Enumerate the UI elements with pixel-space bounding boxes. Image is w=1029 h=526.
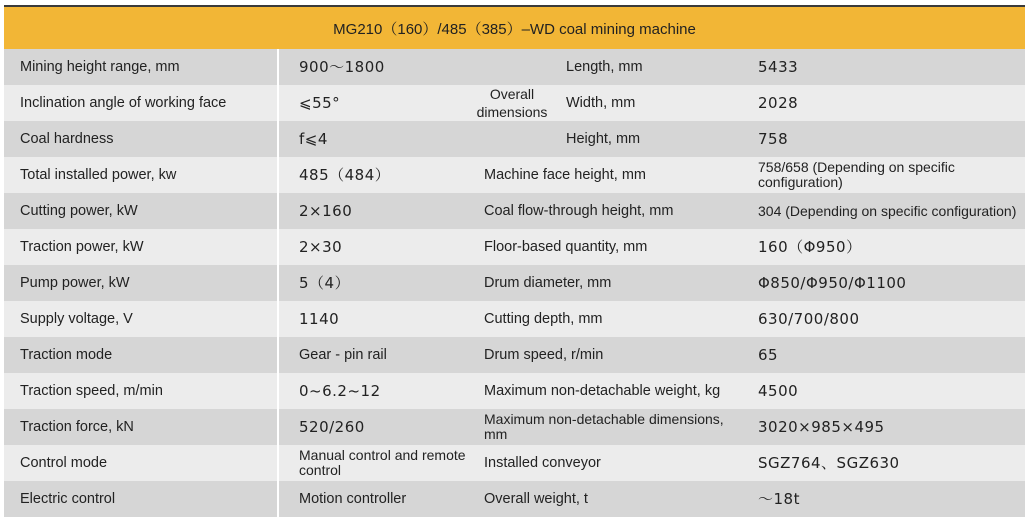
param-value: 5（4） (299, 273, 351, 292)
param-label: Floor-based quantity, mm (484, 238, 648, 255)
table-title: MG210（160）/485（385）–WD coal mining machine (4, 5, 1025, 49)
param-label: Coal flow-through height, mm (484, 202, 674, 219)
param-value: 2028 (758, 93, 799, 112)
table-row (4, 373, 1025, 409)
table-row (4, 301, 1025, 337)
param-label: Cutting power, kW (20, 202, 138, 219)
param-label: Installed conveyor (484, 454, 601, 471)
param-value: 160（Φ950） (758, 237, 862, 256)
param-label: Supply voltage, V (20, 310, 133, 327)
param-label: Control mode (20, 454, 108, 471)
param-label: Mining height range, mm (20, 58, 180, 75)
param-label: Electric control (20, 490, 116, 507)
param-value: 485（484） (299, 165, 391, 184)
param-value: 630/700/800 (758, 309, 860, 328)
param-value: Gear - pin rail (299, 346, 387, 363)
param-label: Cutting depth, mm (484, 310, 603, 327)
param-value: 304 (Depending on specific configuration) (758, 202, 1017, 219)
param-value: 520/260 (299, 417, 365, 436)
table-row (4, 445, 1025, 481)
param-value: ⩽55° (299, 93, 341, 112)
param-label: Overall weight, t (484, 490, 588, 507)
param-value: ～18t (758, 489, 800, 508)
param-label: Drum speed, r/min (484, 346, 604, 363)
param-label: Maximum non-detachable dimensions, mm (484, 411, 724, 442)
param-value: 0~6.2~12 (299, 381, 381, 400)
table-row (4, 265, 1025, 301)
param-label: Traction power, kW (20, 238, 144, 255)
param-value: 758 (758, 129, 789, 148)
param-value: 2×30 (299, 237, 343, 256)
param-label: Height, mm (566, 130, 641, 147)
param-value: SGZ764、SGZ630 (758, 453, 900, 472)
param-value: f⩽4 (299, 129, 328, 148)
param-label: Machine face height, mm (484, 166, 646, 183)
table-row (4, 337, 1025, 373)
param-label: Length, mm (566, 58, 643, 75)
param-label: Pump power, kW (20, 274, 130, 291)
param-label: Inclination angle of working face (20, 94, 227, 111)
table-row (4, 481, 1025, 517)
table-row (4, 409, 1025, 445)
spec-table (4, 5, 1025, 517)
param-value: Φ850/Φ950/Φ1100 (758, 273, 907, 292)
param-label: Traction speed, m/min (20, 382, 163, 399)
param-label: Drum diameter, mm (484, 274, 612, 291)
param-label: Traction force, kN (20, 418, 134, 435)
param-value: Manual control and remote control (299, 447, 466, 478)
param-label: Width, mm (566, 94, 636, 111)
param-value: 4500 (758, 381, 799, 400)
param-value: 2×160 (299, 201, 353, 220)
param-label: Traction mode (20, 346, 113, 363)
param-value: 5433 (758, 57, 799, 76)
param-label: Maximum non-detachable weight, kg (484, 382, 721, 399)
overall-dimensions-label: Overall dimensions (476, 86, 548, 120)
param-value: 1140 (299, 309, 340, 328)
table-row (4, 157, 1025, 193)
table-row (4, 229, 1025, 265)
table-row (4, 193, 1025, 229)
param-label: Total installed power, kw (20, 166, 177, 183)
param-value: 65 (758, 345, 779, 364)
param-value: 900～1800 (299, 57, 385, 76)
param-value: 758/658 (Depending on specific configuration) (758, 159, 955, 190)
param-value: 3020×985×495 (758, 417, 885, 436)
param-label: Coal hardness (20, 130, 114, 147)
param-value: Motion controller (299, 490, 407, 507)
